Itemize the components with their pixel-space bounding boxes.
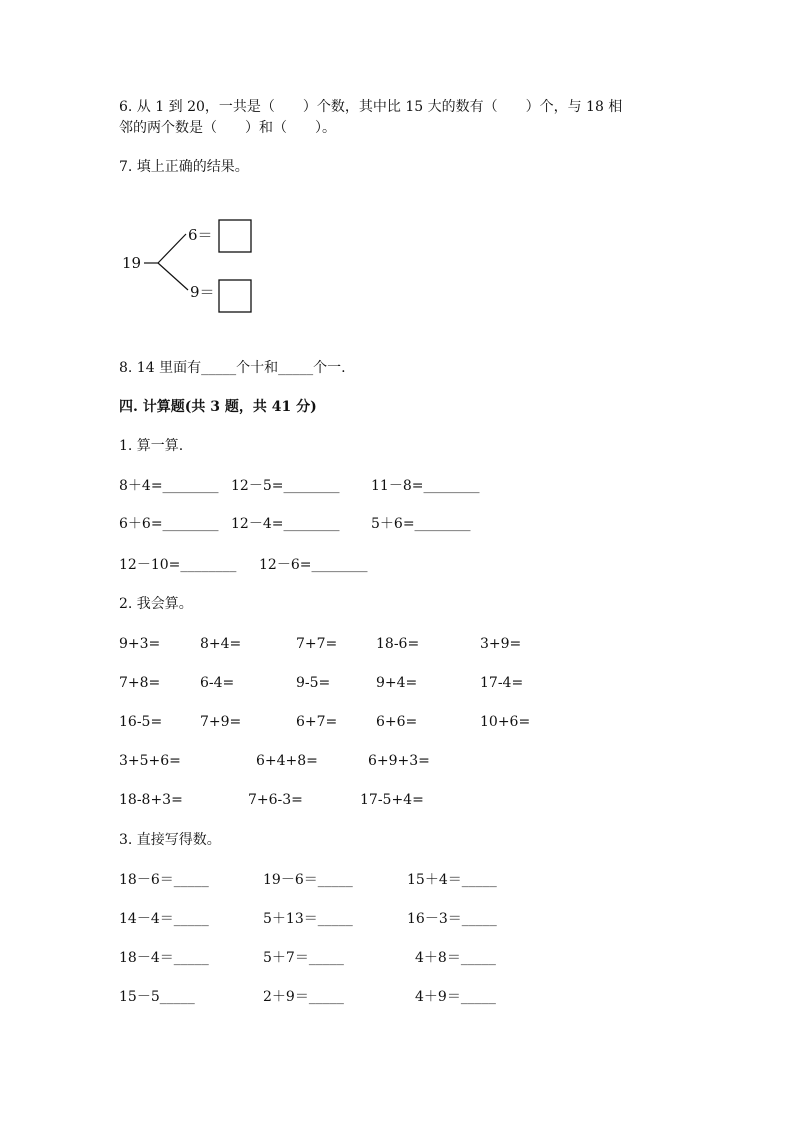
diagram-branch-up	[158, 234, 186, 263]
q7-prompt: 7. 填上正确的结果。	[119, 159, 249, 175]
part1-item: 11－8=________	[371, 478, 480, 494]
part2-item: 9-5=	[296, 675, 331, 691]
part3-item: 2＋9＝_____	[263, 989, 344, 1005]
part3-item: 15＋4＝_____	[407, 872, 497, 888]
section-4-title: 四. 计算题(共 3 题，共 41 分)	[119, 399, 317, 415]
part2-item: 17-4=	[480, 675, 524, 691]
part1-item: 5＋6=________	[371, 516, 471, 532]
part3-item: 18－6＝_____	[119, 872, 209, 888]
part1-item: 12－10=________	[119, 557, 237, 573]
part2-item: 6+7=	[296, 714, 338, 730]
part2-item: 3+5+6=	[119, 753, 181, 769]
diagram-branch-top-label: 6＝	[188, 226, 213, 244]
part2-item: 7+6-3=	[248, 792, 303, 808]
part1-title: 1. 算一算.	[119, 438, 184, 454]
q6-line2: 邻的两个数是（ ）和（ ）。	[119, 120, 336, 136]
part2-item: 6+9+3=	[368, 753, 430, 769]
part2-item: 9+4=	[376, 675, 418, 691]
part2-item: 6-4=	[200, 675, 235, 691]
part3-item: 16－3＝_____	[407, 911, 497, 927]
q8-text: 8. 14 里面有_____个十和_____个一.	[119, 360, 346, 376]
decomposition-diagram	[118, 212, 268, 322]
part3-item: 14－4＝_____	[119, 911, 209, 927]
part3-item: 19－6＝_____	[263, 872, 353, 888]
part2-item: 17-5+4=	[360, 792, 424, 808]
part3-item: 5＋13＝_____	[263, 911, 353, 927]
part2-item: 7+7=	[296, 636, 338, 652]
q6-line1: 6. 从 1 到 20，一共是（ ）个数，其中比 15 大的数有（ ）个，与 18 相	[119, 99, 623, 115]
part1-item: 12－4=________	[231, 516, 340, 532]
part2-item: 8+4=	[200, 636, 242, 652]
part3-item: 5＋7＝_____	[263, 950, 344, 966]
part1-item: 8＋4=________	[119, 478, 219, 494]
part3-title: 3. 直接写得数。	[119, 832, 221, 848]
part2-item: 6+6=	[376, 714, 418, 730]
diagram-answer-box-bottom[interactable]	[219, 280, 251, 312]
diagram-answer-box-top[interactable]	[219, 220, 251, 252]
diagram-branch-bottom-label: 9＝	[190, 283, 215, 301]
part2-item: 7+9=	[200, 714, 242, 730]
part2-item: 16-5=	[119, 714, 163, 730]
part2-item: 18-8+3=	[119, 792, 183, 808]
part2-item: 3+9=	[480, 636, 522, 652]
part2-item: 18-6=	[376, 636, 420, 652]
diagram-root-number: 19	[122, 254, 142, 272]
part2-item: 10+6=	[480, 714, 531, 730]
part3-item: 4＋8＝_____	[415, 950, 496, 966]
part2-item: 6+4+8=	[256, 753, 318, 769]
part1-item: 12－6=________	[259, 557, 368, 573]
part2-title: 2. 我会算。	[119, 596, 193, 612]
part3-item: 18－4＝_____	[119, 950, 209, 966]
part3-item: 4＋9＝_____	[415, 989, 496, 1005]
part3-item: 15－5_____	[119, 989, 195, 1005]
part2-item: 7+8=	[119, 675, 161, 691]
part1-item: 12－5=________	[231, 478, 340, 494]
part2-item: 9+3=	[119, 636, 161, 652]
part1-item: 6＋6=________	[119, 516, 219, 532]
diagram-branch-down	[158, 263, 188, 290]
